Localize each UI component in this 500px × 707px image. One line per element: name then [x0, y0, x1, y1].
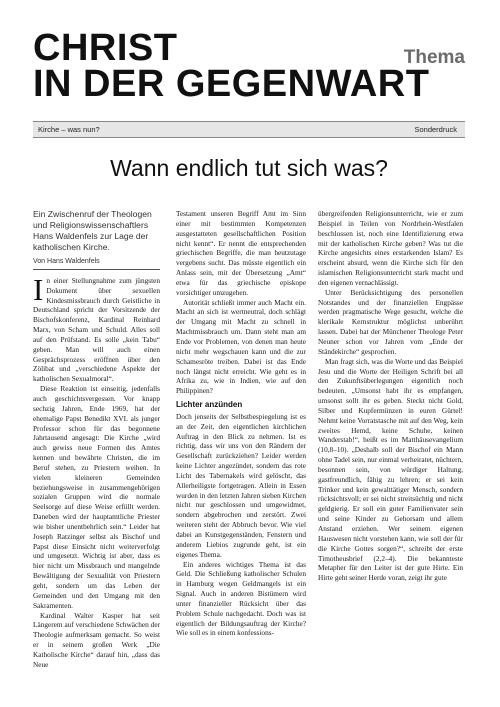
paragraph: Unter Berücksichtigung des personellen Notstandes und der finanziellen Engpässe werden pragmatische Wege gesucht, welche die klerikale Kernstruktur möglichst unberührt lassen. Dabei hat der Münchener Theologe Peter Neuner schon vor Jahren vom „Ende der Ständekirche“ gesprochen.	[318, 287, 463, 356]
paragraph: Kardinal Walter Kasper hat seit Längerem auf verschiedene Schwächen der Theologie aufmerksam gemacht. So weist er in seinem großen Werk „Die Katholische Kirche“ darauf hin, „dass das Neue	[33, 610, 160, 669]
masthead-title	[33, 27, 430, 105]
masthead-line-1: CHRIST	[33, 27, 178, 69]
paragraph: übergreifenden Religionsunterricht, wie er zum Beispiel in Teilen von Nordrhein-Westfalen beschlossen ist, noch eine Identifizierung etwa mit der katholischen Kirche geben? Was tut die Kirche angesichts eines erstarkenden Islam? Es erscheint absurd, wenn die Kirche sich für den islamischen Religionsunterricht stark macht und den eigenen vernachlässigt.	[318, 209, 463, 287]
paragraph: Diese Reaktion ist einseitig, jedenfalls auch geschichtsvergessen. Vor knapp sechzig Jahren, Ende 1969, hat der ehemalige Papst Benedikt XVI. als junger Professor schon für das begonnene Jahrtausend angesagt: Die Kirche „wird auch gewiss neue Formen des Amtes kennen und bewährte Christen, die im Beruf stehen, zu Priestern weihen. In vielen kleineren Gemeinden beziehungsweise in zusammengehörigen sozialen Gruppen wird die normale Seelsorge auf diese Weise erfüllt werden. Daneben wird der hauptamtliche Priester wie bisher unentbehrlich sein.“ Leider hat Joseph Ratzinger selbst als Bischof und Papst diese Einsicht nicht weiterverfolgt und umgesetzt. Wichtig ist aber, dass es hier nicht um Missbrauch und mangelnde Bewältigung der Sexualität von Priestern geht, sondern um das Leben der Gemeinden und den Umgang mit den Sakramenten.	[33, 384, 160, 610]
paragraph: Man fragt sich, was die Worte und das Beispiel Jesu und die Worte der Heiligen Schrift bei all den Zukunftsüberlegungen eigentlich noch bedeuten. „Umsonst habt ihr es empfangen, umsonst sollt ihr es geben. Steckt nicht Gold, Silber und Kupfermünzen in euren Gürtel! Nehmt keine Vorratstasche mit auf den Weg, kein zweites Hemd, keine Schuhe, keinen Wanderstab!“, heißt es im Matthäusevangelium (10,8–10). „Deshalb soll der Bischof ein Mann ohne Tadel sein, nur einmal verheiratet, nüchtern, besonnen sein, von würdiger Haltung, gastfreundlich, fähig zu lehren; er sei kein Trinker und kein gewalttätiger Mensch, sondern rücksichtsvoll; er sei nicht streitsüchtig und nicht geldgierig. Er soll ein guter Familienvater sein und seine Kinder zu Gehorsam und allem Anstand erziehen. Wer seinem eigenen Hauswesen nicht vorstehen kann, wie soll der für die Kirche Gottes sorgen?“, schreibt der erste Timotheusbrief (2,2–4). Die bekannteste Metapher für den Leiter ist der gute Hirte. Ein Hirte geht seiner Herde voran, zeigt ihr gute	[318, 356, 463, 583]
subheading: Lichter anzünden	[176, 400, 243, 410]
masthead-line-2: IN DER GEGENWART	[33, 63, 430, 105]
paragraph	[33, 271, 160, 384]
column-2	[176, 209, 306, 638]
topic-label: Kirche – was nun?	[38, 125, 100, 134]
paragraph: Ein anderes wichtiges Thema ist das Geld. Die Schließung katholischer Schulen in Hamburg wegen Geldmangels ist ein Signal. Auch in anderen Bistümern wird unter finanzieller Rücksicht über das Problem Schule nachgedacht. Doch was ist eigentlich der Bildungsauftrag der Kirche? Wie soll es in einem konfessions-	[176, 559, 306, 638]
article-lead: Ein Zwischenruf der Theologen und Religionswissenschaftlers Hans Waldenfels zur Lage der katholischen Kirche.	[33, 209, 152, 252]
dropcap: I	[33, 271, 44, 307]
article-headline: Wann endlich tut sich was?	[110, 155, 388, 181]
paragraph: Doch jenseits der Selbstbespiegelung ist es an der Zeit, den eigentlichen kirchlichen Auftrag in den Blick zu nehmen. Ist es richtig, dass wir uns von den Rändern der Gesellschaft zurückziehen? Leider werden keine Lichter angezündet, sondern das rote Licht des Tabernakels wird gelöscht, das Allerheiligste fortgetragen. Allein in Essen wurden in den letzten Jahren sieben Kirchen nicht nur geschlossen und umgewidmet, sondern abgebrochen und zerstört. Zwei weiteren steht der Abbruch bevor. Wie viel dabei an Kunstgegenständen, Fenstern und anderem Liebios zugrunde geht, ist ein eigenes Thema.	[176, 411, 306, 559]
section-label: Thema	[403, 47, 465, 68]
column-1	[33, 209, 160, 670]
column-3	[318, 209, 463, 583]
topic-bar	[33, 121, 465, 138]
paragraph: Testament unseren Begriff Amt im Sinn einer mit bestimmten Kompetenzen ausgestatteten gesellschaftlichen Position nicht kennt“. Er nennt die entsprechenden griechischen Begriffe, die man heutzutage vergebens sucht. Das müsste eigentlich ein Anlass sein, mit der Übersetzung „Amt“ etwa für das griechische episkope vorsichtiger umzugehen.	[176, 209, 306, 297]
edition-label: Sonderdruck	[414, 125, 457, 134]
paragraph-text: n einer Stellungnahme zum jüngsten Dokument über sexuellen Kindesmissbrauch durch Geistliche in Deutschland spricht der Vorsitzende der Bischofskonferenz, Kardinal Reinhard Marx, von Scham und Schuld. Alles soll auf den Prüfstand. Es solle „kein Tabu“ geben. Man will auch einen Gesprächsprozess eröffnen über den Zölibat und „verschiedene Aspekte der katholischen Sexualmoral“.	[33, 275, 160, 384]
article-byline: Von Hans Waldenfels	[33, 257, 160, 270]
paragraph: Autorität schließt immer auch Macht ein. Macht an sich ist wertneutral, doch schlägt der Umgang mit Macht zu schnell in Machtmissbrauch um. Dann steht man am Ende vor Problemen, von denen man heute nicht mehr wegschauen kann und die zur Schamesröte treiben. Dabei ist das Ende noch längst nicht erreicht. Wie geht es in Afrika zu, wie in Indien, wie auf den Philippinen?	[176, 297, 306, 396]
